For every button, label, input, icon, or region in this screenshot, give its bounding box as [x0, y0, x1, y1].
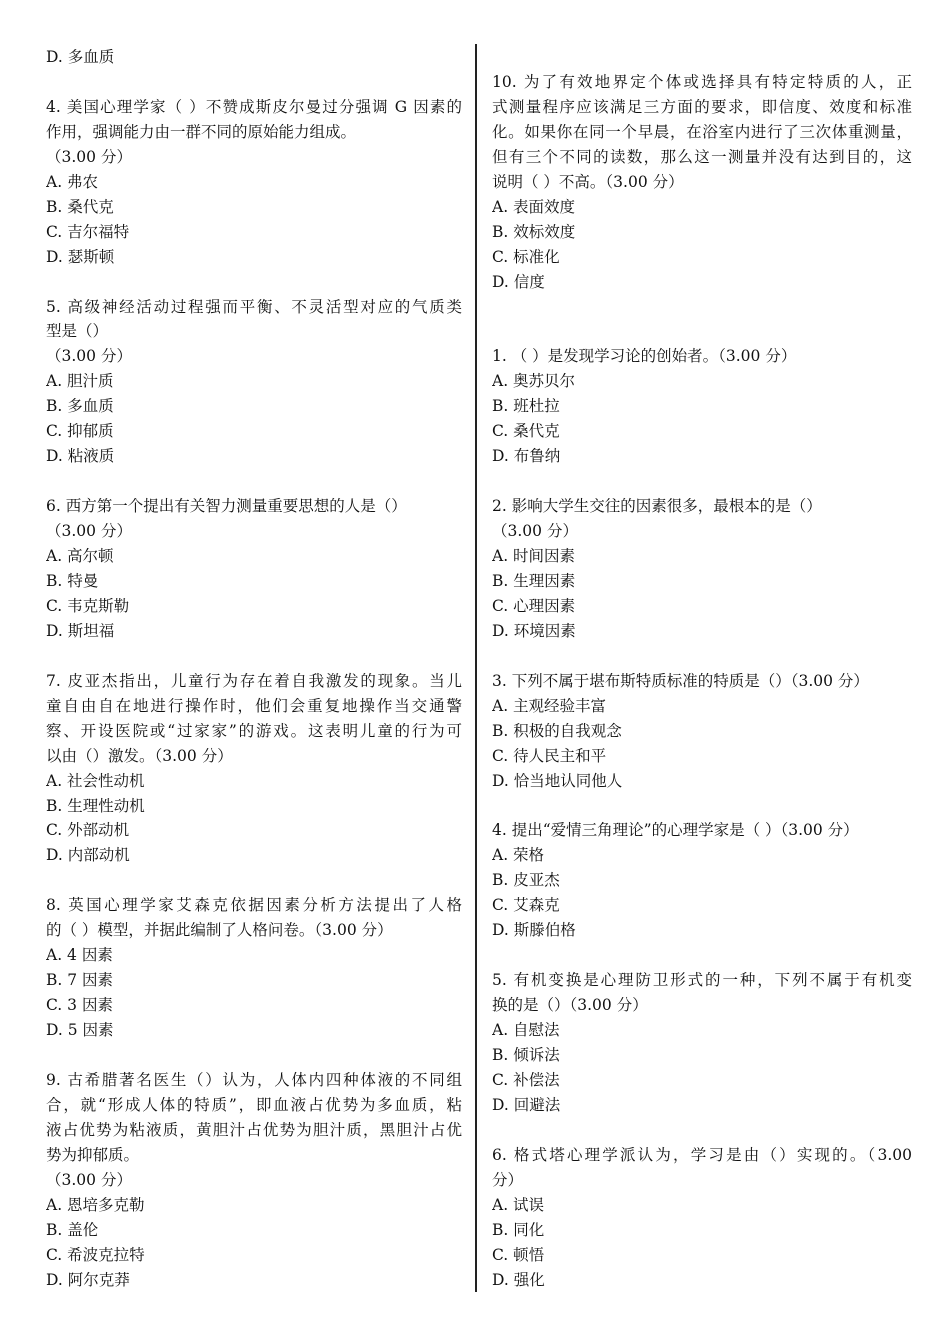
question-line — [46, 469, 462, 494]
question-line: C. 希波克拉特 — [46, 1245, 145, 1264]
question-line: 液占优势为粘液质，黄胆汁占优势为胆汁质，黑胆汁占优 — [46, 1120, 462, 1139]
question-line: 6. 格式塔心理学派认为，学习是由（）实现的。（3.00 — [492, 1145, 912, 1164]
question-line — [492, 319, 912, 344]
question-line: B. 生理性动机 — [46, 796, 145, 815]
question-line: D. 内部动机 — [46, 846, 130, 865]
question-line: 4. 提出“爱情三角理论”的心理学家是（ ）（3.00 分） — [492, 821, 859, 840]
question-line: （3.00 分） — [46, 347, 132, 366]
question-line: C. 心理因素 — [492, 596, 576, 615]
question-line: A. 弗农 — [46, 172, 99, 191]
question-line: B. 积极的自我观念 — [492, 721, 622, 740]
question-line: C. 桑代克 — [492, 422, 560, 441]
question-line: 化。如果你在同一个早晨，在浴室内进行了三次体重测量， — [492, 122, 912, 141]
question-line — [46, 1043, 462, 1068]
question-line — [492, 45, 912, 70]
question-line: 式测量程序应该满足三方面的要求，即信度、效度和标准 — [492, 97, 912, 116]
question-line — [492, 295, 912, 320]
question-line: C. 3 因素 — [46, 996, 113, 1015]
question-line: 察、开设医院或“过家家”的游戏。这表明儿童的行为可 — [46, 721, 462, 740]
question-line: 1. （ ）是发现学习论的创始者。（3.00 分） — [492, 347, 797, 366]
question-line — [492, 943, 912, 968]
question-line: A. 荣格 — [492, 846, 545, 865]
question-line: C. 标准化 — [492, 247, 560, 266]
question-line: C. 补偿法 — [492, 1070, 560, 1089]
question-line: C. 吉尔福特 — [46, 222, 130, 241]
question-line: （3.00 分） — [46, 1170, 132, 1189]
question-line: 但有三个不同的读数，那么这一测量并没有达到目的，这 — [492, 147, 912, 166]
question-line: 换的是（）（3.00 分） — [492, 996, 648, 1015]
question-line: A. 高尔顿 — [46, 547, 114, 565]
question-line: 说明（ ）不高。（3.00 分） — [492, 172, 684, 191]
question-line: 8. 英国心理学家艾森克依据因素分析方法提出了人格 — [46, 896, 462, 915]
question-line: D. 多血质 — [46, 48, 115, 66]
question-line: 以由（）激发。（3.00 分） — [46, 746, 233, 765]
question-line: B. 7 因素 — [46, 971, 114, 990]
question-line: D. 5 因素 — [46, 1021, 114, 1040]
question-line: 分） — [492, 1170, 524, 1189]
question-line: D. 粘液质 — [46, 447, 115, 466]
question-line: （3.00 分） — [46, 522, 132, 541]
question-line: A. 主观经验丰富 — [492, 696, 607, 715]
question-line: 9. 古希腊著名医生（）认为，人体内四种体液的不同组 — [46, 1070, 462, 1089]
question-line: 2. 影响大学生交往的因素很多，最根本的是（） — [492, 497, 822, 516]
question-line: D. 阿尔克莽 — [46, 1270, 130, 1289]
question-line — [46, 270, 462, 295]
question-line: 3. 下列不属于堪布斯特质标准的特质是（）（3.00 分） — [492, 671, 869, 690]
question-line — [492, 469, 912, 494]
question-line: 4. 美国心理学家（ ）不赞成斯皮尔曼过分强调 G 因素的 — [46, 97, 462, 116]
question-line: D. 斯坦福 — [46, 621, 115, 640]
question-line: C. 韦克斯勒 — [46, 596, 130, 615]
question-line: B. 特曼 — [46, 571, 99, 590]
question-line: 合，就“形成人体的特质”，即血液占优势为多血质，粘 — [46, 1095, 462, 1114]
question-line: 10. 为了有效地界定个体或选择具有特定特质的人，正 — [492, 72, 912, 91]
question-line: 型是（） — [46, 322, 109, 341]
question-line: 势为抑郁质。 — [46, 1145, 140, 1164]
question-line: 5. 有机变换是心理防卫形式的一种，下列不属于有机变 — [492, 971, 912, 990]
question-line: 作用，强调能力由一群不同的原始能力组成。 — [46, 122, 357, 141]
question-line: D. 信度 — [492, 272, 545, 291]
question-line: B. 同化 — [492, 1220, 545, 1239]
question-line — [492, 644, 912, 669]
question-line: B. 倾诉法 — [492, 1046, 560, 1064]
question-line: （3.00 分） — [492, 522, 578, 541]
column-divider — [475, 44, 477, 1292]
question-line: A. 试误 — [492, 1195, 545, 1214]
question-line: A. 恩培多克勒 — [46, 1195, 145, 1214]
question-line: D. 恰当地认同他人 — [492, 771, 623, 790]
question-line: D. 瑟斯顿 — [46, 247, 115, 266]
question-line: 6. 西方第一个提出有关智力测量重要思想的人是（） — [46, 497, 407, 516]
question-line: B. 盖伦 — [46, 1220, 99, 1239]
question-line: D. 环境因素 — [492, 621, 576, 640]
question-line: C. 待人民主和平 — [492, 746, 607, 765]
question-line: B. 多血质 — [46, 397, 114, 416]
question-line: D. 强化 — [492, 1270, 545, 1289]
question-line: 的（ ）模型，并据此编制了人格问卷。（3.00 分） — [46, 921, 393, 940]
question-line: A. 时间因素 — [492, 547, 576, 565]
question-line: 7. 皮亚杰指出，儿童行为存在着自我激发的现象。当儿 — [46, 671, 462, 690]
question-line: B. 生理因素 — [492, 571, 576, 590]
question-line: D. 布鲁纳 — [492, 447, 561, 466]
question-line: A. 自慰法 — [492, 1021, 560, 1040]
question-line — [46, 644, 462, 669]
question-line: （3.00 分） — [46, 147, 132, 166]
question-line: B. 桑代克 — [46, 197, 114, 216]
question-line: A. 胆汁质 — [46, 372, 114, 391]
question-line: D. 回避法 — [492, 1095, 561, 1114]
question-line: A. 表面效度 — [492, 197, 576, 216]
question-line: D. 斯滕伯格 — [492, 921, 576, 940]
question-line: C. 抑郁质 — [46, 422, 114, 441]
question-line: A. 奥苏贝尔 — [492, 372, 576, 391]
question-line — [46, 868, 462, 893]
question-line — [492, 1118, 912, 1143]
question-line — [492, 794, 912, 819]
question-line: B. 皮亚杰 — [492, 871, 560, 890]
question-line: C. 艾森克 — [492, 896, 560, 915]
question-line: B. 班杜拉 — [492, 397, 560, 416]
question-line: C. 外部动机 — [46, 821, 130, 840]
question-line: C. 顿悟 — [492, 1245, 545, 1264]
question-line: B. 效标效度 — [492, 222, 576, 241]
question-line: A. 社会性动机 — [46, 771, 145, 790]
question-line: 童自由自在地进行操作时，他们会重复地操作当交通警 — [46, 696, 462, 715]
question-line — [46, 70, 462, 95]
question-line: A. 4 因素 — [46, 946, 113, 965]
question-line: 5. 高级神经活动过程强而平衡、不灵活型对应的气质类 — [46, 297, 462, 316]
